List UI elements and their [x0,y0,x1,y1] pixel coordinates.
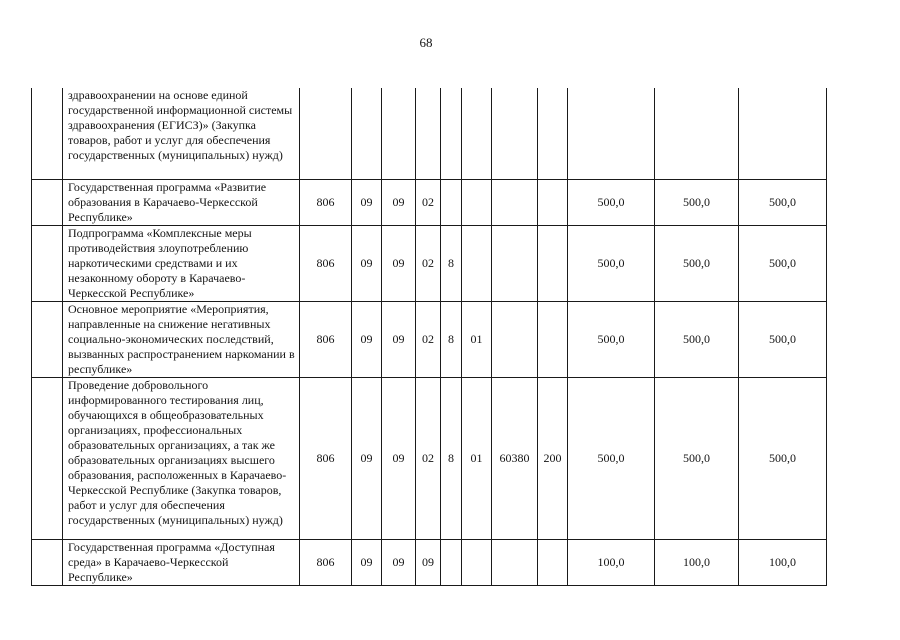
sum-year-2: 500,0 [655,225,739,301]
sum-year-1: 500,0 [568,301,655,377]
sum-year-3: 500,0 [739,179,827,225]
section-code [352,88,382,179]
sum-year-3 [739,88,827,179]
subsection-code [382,88,416,179]
section-code: 09 [352,225,382,301]
row-number-cell [32,539,63,585]
program-code: 02 [416,377,441,539]
subprogram-code [441,179,462,225]
expense-type-code [538,225,568,301]
table-row [32,301,827,377]
event-code: 01 [462,377,492,539]
ministry-code: 806 [300,539,352,585]
sum-year-1: 500,0 [568,225,655,301]
sum-year-1: 100,0 [568,539,655,585]
direction-code [492,301,538,377]
row-number-cell [32,225,63,301]
program-code: 09 [416,539,441,585]
sum-year-2: 500,0 [655,377,739,539]
sum-year-2: 500,0 [655,179,739,225]
item-name: здравоохранении на основе единой государственной информационной системы здравоохранения (ЕГИСЗ)» (Закупка товаров, работ и услуг для обеспечения государственных (муниципальных) нужд) [63,88,300,179]
program-code: 02 [416,179,441,225]
row-number-cell [32,377,63,539]
sum-year-2: 100,0 [655,539,739,585]
ministry-code: 806 [300,377,352,539]
ministry-code [300,88,352,179]
sum-year-3: 500,0 [739,301,827,377]
event-code: 01 [462,301,492,377]
table-row [32,179,827,225]
subprogram-code [441,88,462,179]
sum-year-3: 500,0 [739,377,827,539]
subprogram-code: 8 [441,377,462,539]
table-row [32,539,827,585]
section-code: 09 [352,377,382,539]
direction-code [492,539,538,585]
subsection-code: 09 [382,377,416,539]
subprogram-code [441,539,462,585]
item-name: Государственная программа «Развитие образования в Карачаево-Черкесской Республике» [63,179,300,225]
subprogram-code: 8 [441,301,462,377]
ministry-code: 806 [300,301,352,377]
sum-year-3: 100,0 [739,539,827,585]
ministry-code: 806 [300,225,352,301]
event-code [462,225,492,301]
subsection-code: 09 [382,179,416,225]
item-name: Проведение добровольного информированного тестирования лиц, обучающихся в общеобразовательных организациях, профессиональных образовательных организациях, а так же образовательных организациях высшего образования, расположенных в Карачаево-Черкесской Республике (Закупка товаров, работ и услуг для обеспечения государственных (муниципальных) нужд) [63,377,300,539]
section-code: 09 [352,301,382,377]
event-code [462,179,492,225]
table-row [32,377,827,539]
subsection-code: 09 [382,539,416,585]
subsection-code: 09 [382,225,416,301]
expense-type-code: 200 [538,377,568,539]
sum-year-2 [655,88,739,179]
item-name: Государственная программа «Доступная среда» в Карачаево-Черкесской Республике» [63,539,300,585]
sum-year-1: 500,0 [568,179,655,225]
budget-table [31,88,827,586]
expense-type-code [538,301,568,377]
row-number-cell [32,179,63,225]
item-name: Основное мероприятие «Мероприятия, направленные на снижение негативных социально-экономических последствий, вызванных распространением наркомании в республике» [63,301,300,377]
section-code: 09 [352,179,382,225]
direction-code: 60380 [492,377,538,539]
table-row [32,225,827,301]
sum-year-1 [568,88,655,179]
event-code [462,539,492,585]
page-number: 68 [419,35,433,50]
sum-year-3: 500,0 [739,225,827,301]
subprogram-code: 8 [441,225,462,301]
sum-year-1: 500,0 [568,377,655,539]
row-number-cell [32,88,63,179]
expense-type-code [538,539,568,585]
expense-type-code [538,179,568,225]
item-name: Подпрограмма «Комплексные меры противодействия злоупотреблению наркотическими средствами и их незаконному обороту в Карачаево-Черкесской Республике» [63,225,300,301]
sum-year-2: 500,0 [655,301,739,377]
program-code: 02 [416,225,441,301]
program-code [416,88,441,179]
direction-code [492,88,538,179]
row-number-cell [32,301,63,377]
program-code: 02 [416,301,441,377]
subsection-code: 09 [382,301,416,377]
ministry-code: 806 [300,179,352,225]
expense-type-code [538,88,568,179]
table-row [32,88,827,179]
event-code [462,88,492,179]
direction-code [492,225,538,301]
direction-code [492,179,538,225]
section-code: 09 [352,539,382,585]
